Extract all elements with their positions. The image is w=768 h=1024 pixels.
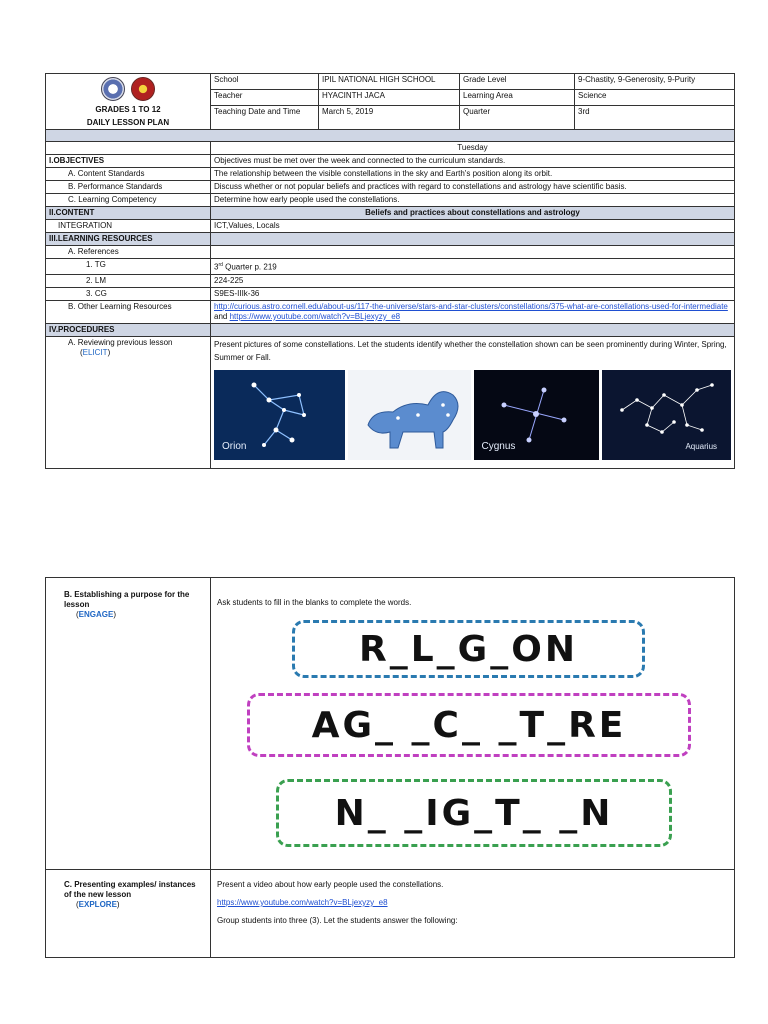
- word-puzzle-3: N_ _IG_T_ _N: [276, 779, 672, 847]
- lesson-plan-table: [45, 73, 735, 469]
- resources-heading-empty: [211, 233, 735, 246]
- area-label: Learning Area: [460, 90, 575, 106]
- day-label: Tuesday: [211, 142, 735, 155]
- examples-content: [211, 870, 735, 958]
- performance-standards-label: B. Performance Standards: [46, 181, 211, 194]
- constellation-images: [214, 370, 731, 460]
- grade-value: 9-Chastity, 9-Generosity, 9-Purity: [575, 74, 735, 90]
- performance-standards-text: Discuss whether or not popular beliefs and practices with regard to constellations and astrology have scientific basis.: [211, 181, 735, 194]
- video-link[interactable]: https://www.youtube.com/watch?v=BLjexyzy_e8: [217, 898, 388, 907]
- learning-competency-text: Determine how early people used the constellations.: [211, 194, 735, 207]
- examples-label-cell: C. Presenting examples/ instances of the new lesson (EXPLORE): [46, 870, 211, 958]
- tg-sup: rd: [218, 262, 223, 268]
- integration-value: ICT,Values, Locals: [211, 220, 735, 233]
- aquarius-caption: Aquarius: [685, 441, 718, 451]
- procedures-heading-empty: [211, 323, 735, 336]
- integration-label: INTEGRATION: [46, 220, 211, 233]
- area-value: Science: [575, 90, 735, 106]
- school-seal-icon: [131, 77, 155, 101]
- date-label: Teaching Date and Time: [211, 106, 319, 130]
- spacer-row: [46, 130, 735, 142]
- grade-label: Grade Level: [460, 74, 575, 90]
- group-text: Group students into three (3). Let the students answer the following:: [217, 916, 458, 925]
- review-lesson-content: [211, 336, 735, 468]
- elicit-tag: ELICIT: [82, 347, 108, 357]
- other-resources-label: B. Other Learning Resources: [46, 300, 211, 323]
- teacher-value: HYACINTH JACA: [319, 90, 460, 106]
- date-value: March 5, 2019: [319, 106, 460, 130]
- leo-image: [348, 370, 471, 460]
- resources-heading: III.LEARNING RESOURCES: [46, 233, 211, 246]
- references-empty: [211, 246, 735, 259]
- quarter-label: Quarter: [460, 106, 575, 130]
- school-value: IPIL NATIONAL HIGH SCHOOL: [319, 74, 460, 90]
- purpose-label: B. Establishing a purpose for the lesson: [64, 590, 190, 609]
- quarter-value: 3rd: [575, 106, 735, 130]
- teacher-label: Teacher: [211, 90, 319, 106]
- references-label: A. References: [46, 246, 211, 259]
- learning-competency-label: C. Learning Competency: [46, 194, 211, 207]
- procedures-heading: IV.PROCEDURES: [46, 323, 211, 336]
- examples-label: C. Presenting examples/ instances of the new lesson: [64, 880, 196, 899]
- tg-rd: 3: [214, 262, 219, 272]
- cygnus-image: [474, 370, 600, 460]
- purpose-label-cell: B. Establishing a purpose for the lesson (ENGAGE): [46, 578, 211, 870]
- and-text: and: [214, 311, 230, 321]
- orion-image: [214, 370, 345, 460]
- tg-value: [211, 259, 735, 275]
- plan-label: DAILY LESSON PLAN: [86, 118, 170, 127]
- day-empty: [46, 142, 211, 155]
- cg-label: 3. CG: [46, 287, 211, 300]
- aquarius-image: [602, 370, 731, 460]
- engage-tag: ENGAGE: [78, 610, 114, 619]
- purpose-text: Ask students to fill in the blanks to complete the words.: [217, 598, 412, 607]
- word-puzzle-2: AG_ _C_ _T_RE: [247, 693, 691, 757]
- orion-caption: Orion: [222, 440, 247, 452]
- lm-label: 2. LM: [46, 274, 211, 287]
- cg-value: S9ES-IIIk-36: [211, 287, 735, 300]
- review-lesson-text: Present pictures of some constellations. Let the students identify whether the constellation shown can be seen prominently during Winter, Spring, Summer or Fall.: [214, 339, 727, 362]
- resource-link-1[interactable]: http://curious.astro.cornell.edu/about-us/117-the-universe/stars-and-star-clusters/constellations/375-what-are-constellations-used-for-intermediate: [214, 301, 728, 311]
- explore-tag: EXPLORE: [78, 900, 117, 909]
- tg-label: 1. TG: [46, 259, 211, 275]
- content-standards-label: A. Content Standards: [46, 168, 211, 181]
- other-resources-links: [211, 300, 735, 323]
- school-label: School: [211, 74, 319, 90]
- deped-seal-icon: [101, 77, 125, 101]
- grades-label: GRADES 1 TO 12: [95, 105, 161, 114]
- review-lesson-label-cell: A. Reviewing previous lesson (ELICIT): [46, 336, 211, 468]
- content-standards-text: The relationship between the visible constellations in the sky and Earth's position along its orbit.: [211, 168, 735, 181]
- tg-rest: Quarter p. 219: [222, 262, 277, 272]
- objectives-text: Objectives must be met over the week and connected to the curriculum standards.: [211, 155, 735, 168]
- lm-value: 224-225: [211, 274, 735, 287]
- objectives-heading: I.OBJECTIVES: [46, 155, 211, 168]
- review-lesson-label: A. Reviewing previous lesson: [68, 337, 173, 347]
- header-logo-cell: [46, 74, 211, 130]
- examples-text: Present a video about how early people used the constellations.: [217, 880, 444, 889]
- content-heading-text: Beliefs and practices about constellations and astrology: [211, 207, 735, 220]
- resource-link-2[interactable]: https://www.youtube.com/watch?v=BLjexyzy_e8: [229, 311, 401, 321]
- cygnus-caption: Cygnus: [481, 440, 516, 452]
- word-puzzle-1: R_L_G_ON: [292, 620, 645, 678]
- content-heading: II.CONTENT: [46, 207, 211, 220]
